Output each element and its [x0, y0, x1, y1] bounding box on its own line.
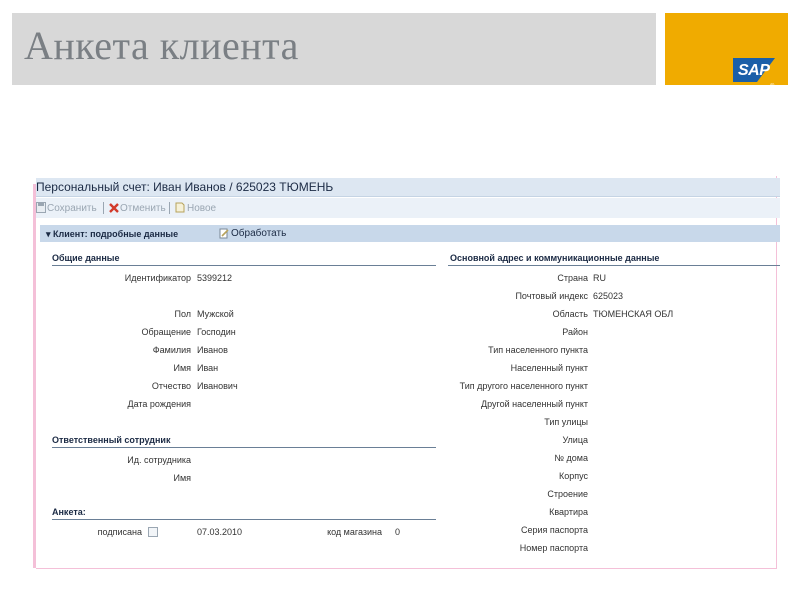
salutation-label: Обращение — [141, 327, 191, 337]
street-type-label: Тип улицы — [544, 417, 588, 427]
id-label: Идентификатор — [124, 273, 191, 283]
survey-title: Анкета: — [52, 507, 86, 517]
new-button[interactable]: Новое — [187, 203, 217, 214]
passport-series-label: Серия паспорта — [520, 525, 588, 535]
structure-label: Строение — [547, 489, 588, 499]
toolbar-divider — [103, 202, 104, 214]
district-label: Район — [562, 327, 588, 337]
survey-date: 07.03.2010 — [197, 527, 243, 537]
employee-title: Ответственный сотрудник — [52, 435, 171, 445]
sap-logo-text: SAP — [738, 62, 770, 79]
apartment-label: Квартира — [549, 507, 588, 517]
country-label: Страна — [557, 273, 588, 283]
salutation-value: Господин — [197, 327, 236, 337]
building-label: Корпус — [558, 471, 588, 481]
store-code-value: 0 — [395, 527, 401, 537]
cancel-icon[interactable] — [109, 202, 119, 213]
edit-icon[interactable] — [219, 228, 229, 239]
client-screen-panel — [36, 176, 777, 569]
new-document-icon[interactable] — [175, 202, 185, 213]
account-title: Персональный счет: Иван Иванов / 625023 ТЮМЕНЬ — [36, 180, 334, 194]
id-value: 5399212 — [197, 273, 233, 283]
gender-value: Мужской — [197, 309, 234, 319]
gender-label: Пол — [174, 309, 191, 319]
save-icon[interactable] — [36, 202, 46, 213]
region-value: ТЮМЕНСКАЯ ОБЛ — [593, 309, 674, 319]
general-data-title: Общие данные — [52, 253, 120, 263]
firstname-value: Иван — [197, 363, 219, 373]
address-title: Основной адрес и коммуникационные данные — [450, 253, 660, 263]
signed-checkbox[interactable] — [148, 527, 158, 537]
street-label: Улица — [562, 435, 588, 445]
lastname-label: Фамилия — [152, 345, 191, 355]
region-label: Область — [552, 309, 588, 319]
section-divider — [52, 519, 436, 520]
house-number-label: № дома — [554, 453, 588, 463]
other-settlement-label: Другой населенный пункт — [481, 399, 588, 409]
details-title[interactable]: ▾ Клиент: подробные данные — [46, 229, 179, 239]
employee-name-label: Имя — [173, 473, 191, 483]
other-settlement-type-label: Тип другого населенного пункт — [459, 381, 588, 391]
postcode-label: Почтовый индекс — [515, 291, 588, 301]
cancel-button[interactable]: Отменить — [120, 203, 166, 214]
patronymic-label: Отчество — [151, 381, 191, 391]
settlement-type-label: Тип населенного пункта — [488, 345, 588, 355]
employee-id-label: Ид. сотрудника — [127, 455, 191, 465]
settlement-label: Населенный пункт — [510, 363, 588, 373]
section-divider — [448, 265, 780, 266]
postcode-value: 625023 — [593, 291, 624, 301]
section-divider — [52, 265, 436, 266]
passport-number-label: Номер паспорта — [519, 543, 588, 553]
birthdate-label: Дата рождения — [127, 399, 191, 409]
section-divider — [52, 447, 436, 448]
country-value: RU — [593, 273, 606, 283]
patronymic-value: Иванович — [197, 381, 238, 391]
store-code-label: код магазина — [327, 527, 382, 537]
save-button[interactable]: Сохранить — [47, 203, 97, 214]
registered-mark: ® — [770, 84, 775, 90]
process-button[interactable]: Обработать — [231, 228, 287, 239]
lastname-value: Иванов — [197, 345, 228, 355]
toolbar-divider — [169, 202, 170, 214]
signed-label: подписана — [97, 527, 142, 537]
details-title-text: Клиент: подробные данные — [53, 229, 179, 239]
slide-title: Анкета клиента — [24, 23, 299, 68]
firstname-label: Имя — [173, 363, 191, 373]
